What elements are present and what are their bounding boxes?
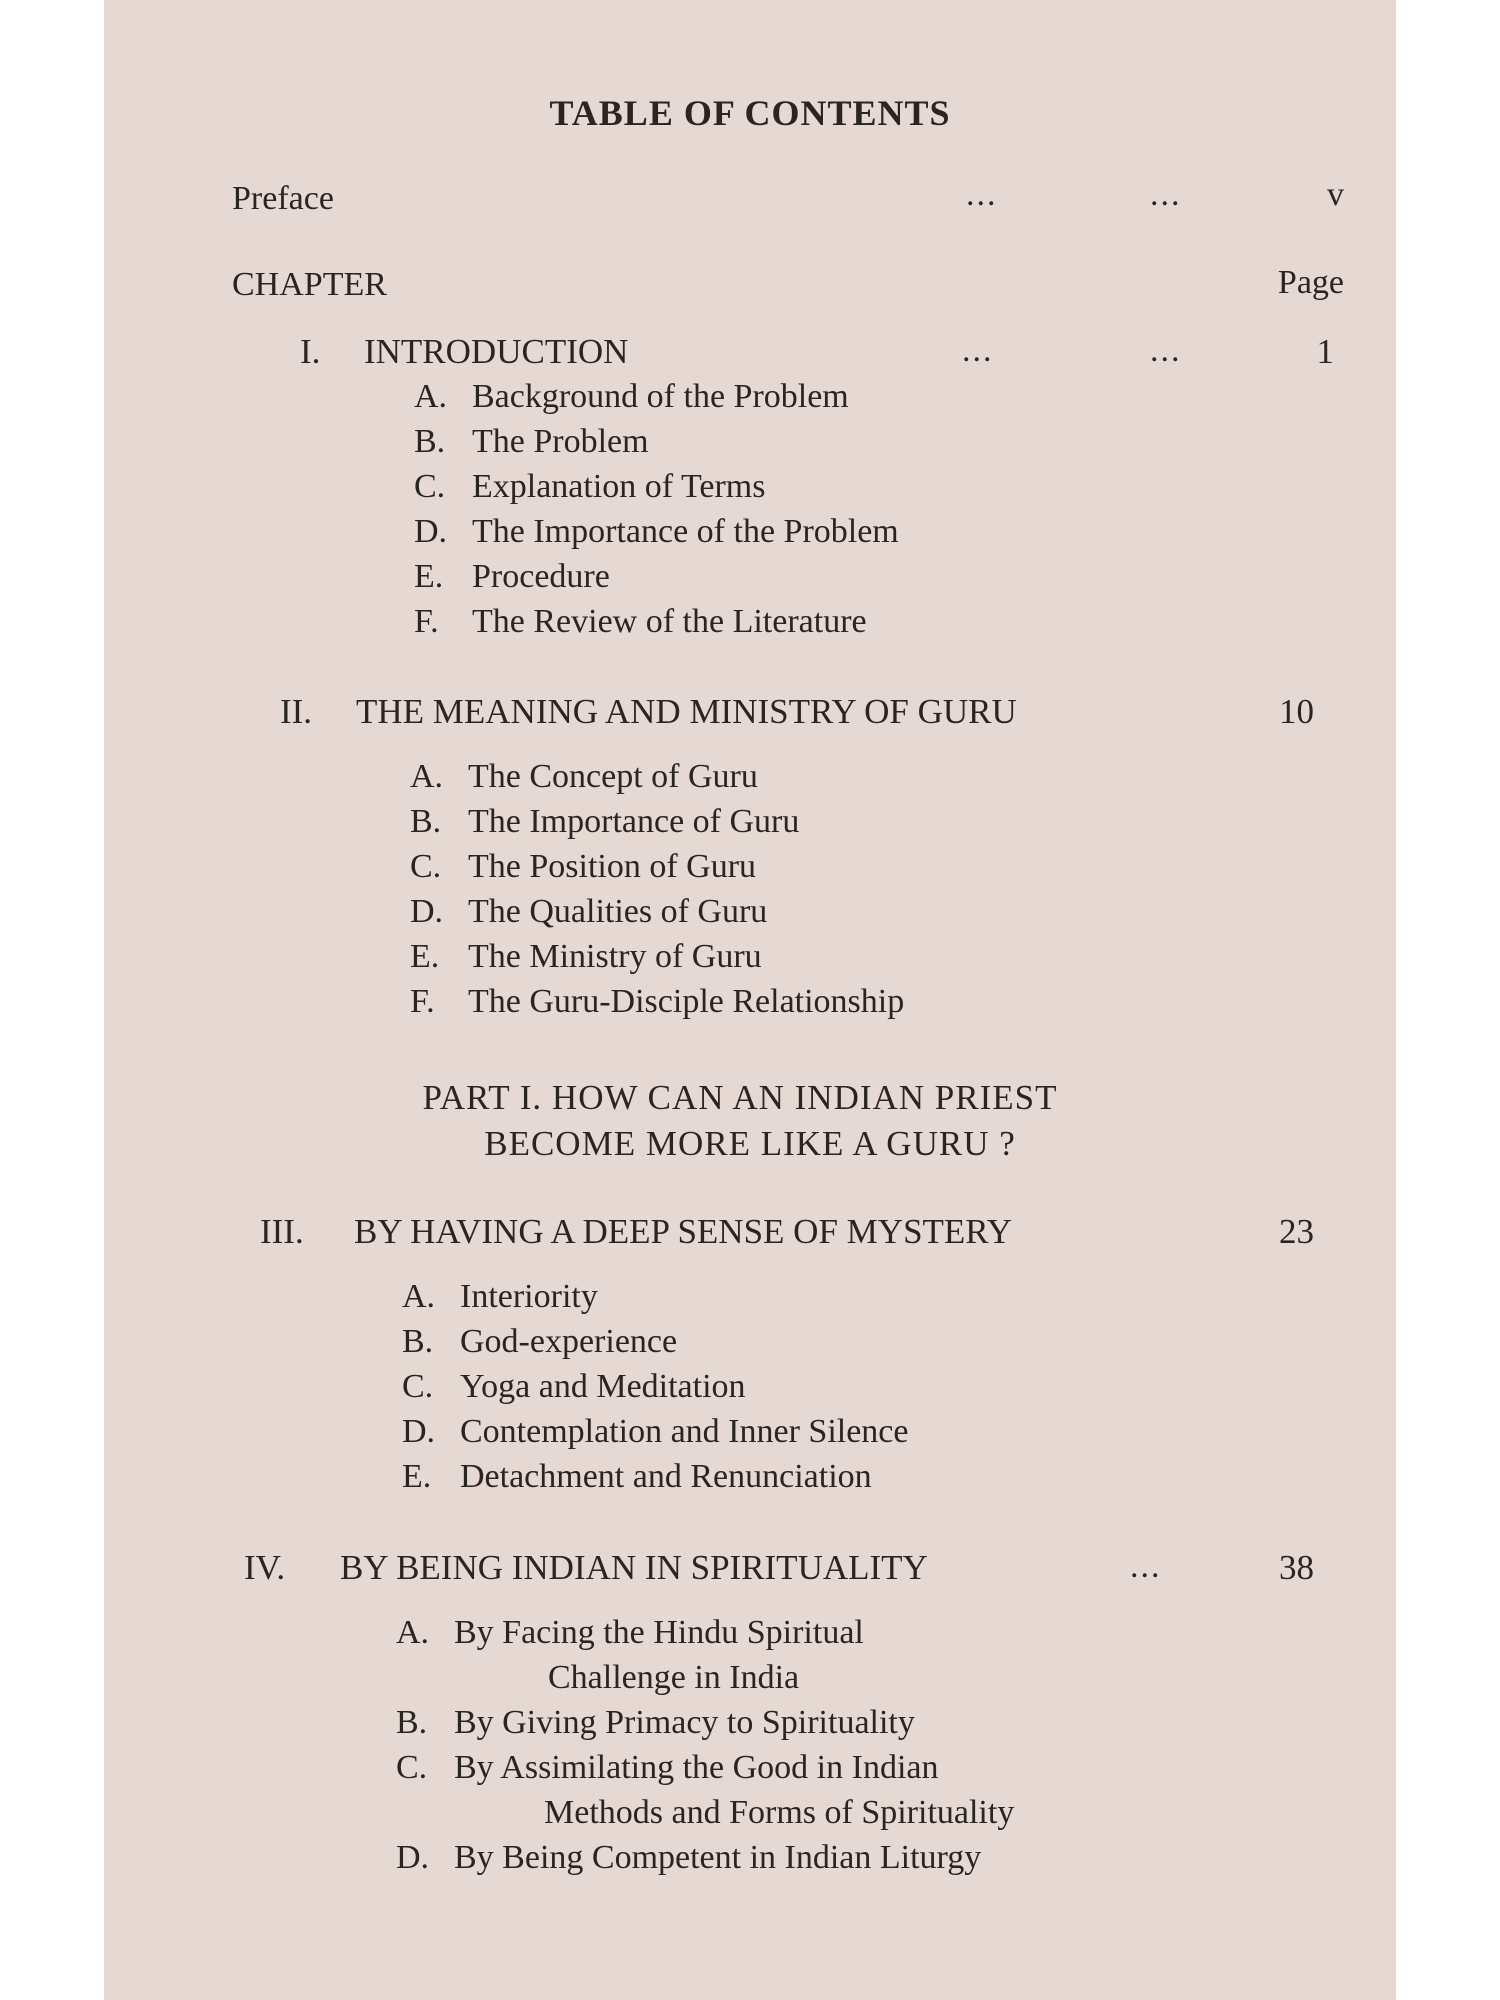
- chapter-1-page: 1: [1316, 332, 1334, 371]
- chapter-4-section-d: D. By Being Competent in Indian Liturgy: [396, 1839, 982, 1876]
- chapter-1-title: INTRODUCTION: [364, 332, 629, 371]
- chapter-2-section-a: A. The Concept of Guru: [410, 758, 758, 795]
- chapter-2-section-f: F. The Guru-Disciple Relationship: [410, 983, 905, 1020]
- chapter-3-page: 23: [1279, 1212, 1314, 1251]
- chapter-2-numeral: II.: [280, 692, 313, 731]
- chapter-1-dots-2: ...: [1150, 332, 1182, 369]
- page-title: TABLE OF CONTENTS: [549, 93, 951, 133]
- preface-dots-2: ...: [1150, 176, 1182, 213]
- part-heading-line-2: BECOME MORE LIKE A GURU ?: [484, 1124, 1016, 1163]
- chapter-2-section-e: E. The Ministry of Guru: [410, 938, 762, 975]
- preface-dots-1: ...: [966, 176, 998, 213]
- book-page: [104, 0, 1396, 2000]
- chapter-1-dots-1: ...: [962, 332, 994, 369]
- chapter-2-section-d: D. The Qualities of Guru: [410, 893, 768, 930]
- chapter-2-page: 10: [1279, 692, 1314, 731]
- part-heading-line-1: PART I. HOW CAN AN INDIAN PRIEST: [422, 1078, 1058, 1117]
- chapter-4-numeral: IV.: [244, 1548, 286, 1587]
- chapter-3-numeral: III.: [260, 1212, 304, 1251]
- chapter-4-section-c-continued: Methods and Forms of Spirituality: [544, 1794, 1015, 1831]
- chapter-4-section-b: B. By Giving Primacy to Spirituality: [396, 1704, 915, 1741]
- chapter-4-dots: ...: [1130, 1548, 1162, 1585]
- chapter-1-section-d: D. The Importance of the Problem: [414, 513, 899, 550]
- chapter-2-section-c: C. The Position of Guru: [410, 848, 757, 885]
- chapter-3-section-e: E. Detachment and Renunciation: [402, 1458, 872, 1495]
- chapter-4-section-a: A. By Facing the Hindu Spiritual: [396, 1614, 864, 1651]
- preface-label: Preface: [232, 180, 334, 217]
- chapter-1-section-e: E. Procedure: [414, 558, 610, 595]
- chapter-4-page: 38: [1279, 1548, 1314, 1587]
- chapter-3-section-c: C. Yoga and Meditation: [402, 1368, 746, 1405]
- chapter-3-title: BY HAVING A DEEP SENSE OF MYSTERY: [354, 1212, 1012, 1251]
- chapter-3-section-a: A. Interiority: [402, 1278, 598, 1315]
- chapter-3-section-b: B. God-experience: [402, 1323, 678, 1360]
- chapter-column-header: CHAPTER: [232, 266, 387, 303]
- chapter-1-section-c: C. Explanation of Terms: [414, 468, 766, 505]
- chapter-3-section-d: D. Contemplation and Inner Silence: [402, 1413, 909, 1450]
- preface-page: v: [1327, 176, 1344, 213]
- chapter-4-section-a-continued: Challenge in India: [548, 1659, 800, 1696]
- chapter-4-title: BY BEING INDIAN IN SPIRITUALITY: [340, 1548, 928, 1587]
- chapter-2-title: THE MEANING AND MINISTRY OF GURU: [356, 692, 1017, 731]
- chapter-1-section-b: B. The Problem: [414, 423, 649, 460]
- page-column-header: Page: [1277, 264, 1344, 301]
- chapter-1-section-f: F. The Review of the Literature: [414, 603, 867, 640]
- chapter-1-section-a: A. Background of the Problem: [414, 378, 849, 415]
- chapter-1-numeral: I.: [300, 332, 321, 371]
- chapter-4-section-c: C. By Assimilating the Good in Indian: [396, 1749, 939, 1786]
- chapter-2-section-b: B. The Importance of Guru: [410, 803, 800, 840]
